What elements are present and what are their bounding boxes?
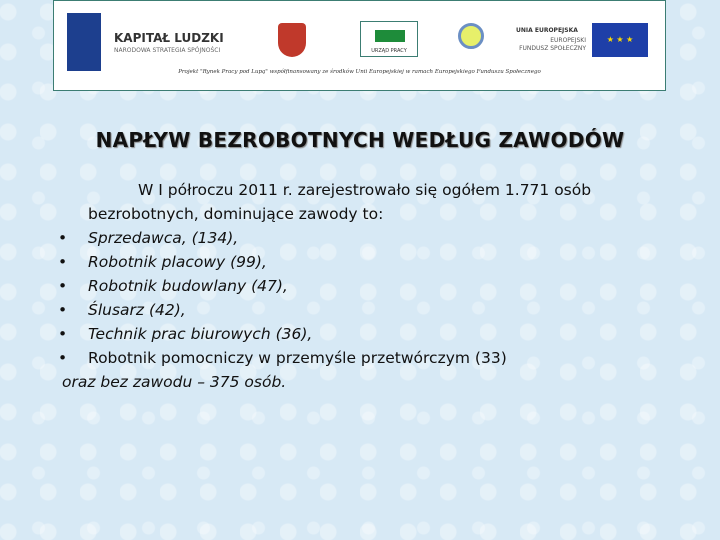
list-item: • Robotnik budowlany (47), [62, 274, 648, 298]
eu-flag-icon: ★ ★ ★ [592, 23, 648, 57]
list-item: • Robotnik pomocniczy w przemyśle przetwórczym (33) [62, 346, 648, 370]
magnifier-logo [458, 23, 484, 49]
slide-title: NAPŁYW BEZROBOTNYCH WEDŁUG ZAWODÓW [95, 128, 625, 152]
kapital-ludzki-title: KAPITAŁ LUDZKI [114, 31, 224, 45]
list-item: • Technik prac biurowych (36), [62, 322, 648, 346]
list-item: • Ślusarz (42), [62, 298, 648, 322]
kapital-ludzki-logo [67, 13, 101, 71]
slide-body [62, 178, 648, 394]
ue-fund-line1: EUROPEJSKI [550, 37, 586, 44]
occupation-list [62, 226, 648, 370]
urzad-pracy-logo: URZĄD PRACY [360, 21, 418, 57]
banner-footer: Projekt "Rynek Pracy pod Lupą" współfinansowany ze środków Unii Europejskiej w ramach Europejskiego Funduszu Społecznego [178, 69, 541, 75]
region-crest-logo [278, 23, 306, 57]
list-item: • Robotnik placowy (99), [62, 250, 648, 274]
ue-title: UNIA EUROPEJSKA [516, 27, 578, 34]
kapital-ludzki-subtitle: NARODOWA STRATEGIA SPÓJNOŚCI [114, 47, 221, 54]
list-item: • Sprzedawca, (134), [62, 226, 648, 250]
intro-text: W I półroczu 2011 r. zarejestrowało się ogółem 1.771 osób bezrobotnych, dominujące zawody to: [88, 181, 592, 223]
ue-fund-line2: FUNDUSZ SPOŁECZNY [519, 45, 586, 52]
sponsor-banner [53, 0, 666, 91]
closing-text: oraz bez zawodu – 375 osób. [62, 373, 287, 391]
ue-fund [516, 37, 586, 53]
